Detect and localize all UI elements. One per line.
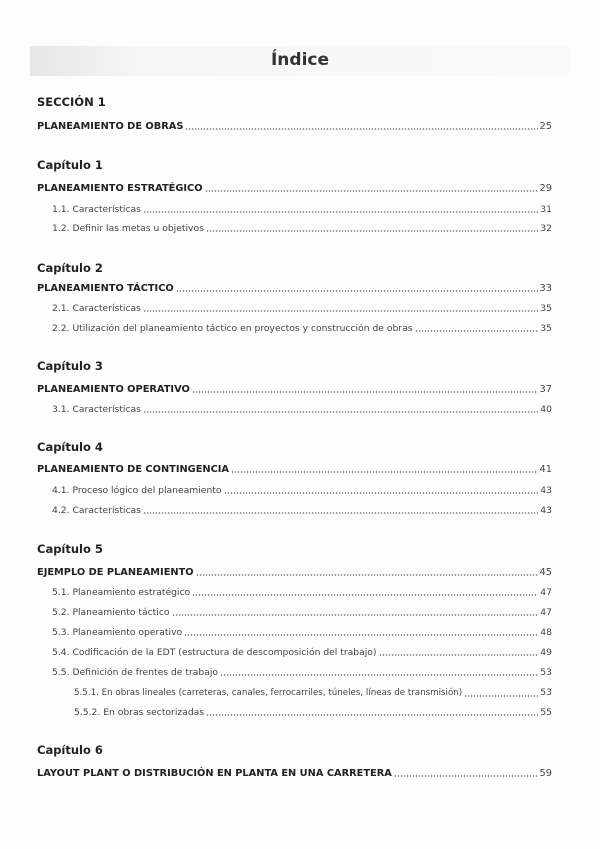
entry-text: 2.1. Características — [52, 303, 141, 314]
page-number: 35 — [540, 303, 552, 314]
entry-text: 4.2. Características — [52, 505, 141, 516]
toc-entry[interactable] — [37, 463, 552, 476]
toc-entry[interactable] — [52, 222, 552, 235]
dot-leader — [192, 594, 538, 596]
entry-text: 5.5.2. En obras sectorizadas — [74, 707, 205, 718]
chapter-heading: Capítulo 6 — [37, 743, 103, 757]
entry-text: 5.5. Definición de frentes de trabajo — [52, 667, 219, 678]
chapter-heading: Capítulo 4 — [37, 440, 103, 454]
dot-leader — [206, 230, 538, 232]
toc-entry[interactable] — [74, 706, 552, 719]
page-number: 33 — [539, 283, 552, 294]
entry-text: PLANEAMIENTO DE CONTINGENCIA — [37, 464, 230, 475]
page-number: 49 — [540, 647, 552, 658]
dot-leader — [394, 775, 538, 777]
toc-entry[interactable] — [37, 383, 552, 396]
dot-leader — [205, 190, 538, 192]
dot-leader — [231, 471, 538, 473]
dot-leader — [192, 391, 538, 393]
entry-text: 5.5.1. En obras lineales (carreteras, canales, ferrocarriles, túneles, líneas de transmisión) — [74, 688, 463, 698]
dot-leader — [172, 614, 539, 616]
toc-entry[interactable] — [52, 322, 552, 335]
entry-text: 5.4. Codificación de la EDT (estructura de descomposición del trabajo) — [52, 647, 377, 658]
page-number: 32 — [540, 223, 552, 234]
entry-text: PLANEAMIENTO TÁCTICO — [37, 283, 174, 294]
toc-entry[interactable] — [37, 120, 552, 133]
toc-entry[interactable] — [52, 302, 552, 315]
dot-leader — [224, 492, 539, 494]
page-number: 43 — [540, 505, 552, 516]
entry-text: 5.2. Planeamiento táctico — [52, 607, 170, 618]
chapter-heading: Capítulo 5 — [37, 542, 103, 556]
entry-text: LAYOUT PLANT O DISTRIBUCIÓN EN PLANTA EN UNA CARRETERA — [37, 768, 392, 779]
toc-entry[interactable] — [37, 182, 552, 195]
page-number: 43 — [540, 485, 552, 496]
page-number: 55 — [540, 707, 552, 718]
page-number: 29 — [539, 183, 552, 194]
toc-entry[interactable] — [52, 586, 552, 599]
section-heading: SECCIÓN 1 — [37, 95, 106, 109]
page-title: Índice — [270, 50, 330, 70]
page-number: 59 — [539, 768, 552, 779]
dot-leader — [184, 634, 538, 636]
toc-entry[interactable] — [37, 566, 552, 579]
toc-entry[interactable] — [52, 606, 552, 619]
page-number: 48 — [540, 627, 552, 638]
toc-entry[interactable] — [52, 504, 552, 517]
chapter-heading: Capítulo 3 — [37, 359, 103, 373]
page-number: 37 — [539, 384, 552, 395]
page-number: 53 — [540, 687, 552, 698]
toc-entry[interactable] — [52, 626, 552, 639]
page-number: 40 — [540, 404, 552, 415]
toc-entry[interactable] — [52, 203, 552, 216]
page-number: 25 — [539, 121, 552, 132]
entry-text: PLANEAMIENTO DE OBRAS — [37, 121, 184, 132]
dot-leader — [196, 574, 538, 576]
toc-entry[interactable] — [52, 666, 552, 679]
entry-text: 2.2. Utilización del planeamiento táctico en proyectos y construcción de obras — [52, 323, 413, 334]
dot-leader — [415, 330, 539, 332]
entry-text: PLANEAMIENTO ESTRATÉGICO — [37, 183, 203, 194]
dot-leader — [464, 695, 538, 697]
page-number: 47 — [540, 607, 552, 618]
dot-leader — [143, 512, 538, 514]
toc-entry[interactable] — [52, 646, 552, 659]
page-number: 53 — [540, 667, 552, 678]
page-number: 35 — [540, 323, 552, 334]
toc-entry[interactable] — [52, 403, 552, 416]
dot-leader — [143, 310, 538, 312]
entry-text: 5.1. Planeamiento estratégico — [52, 587, 191, 598]
entry-text: 1.2. Definir las metas u objetivos — [52, 223, 204, 234]
dot-leader — [143, 411, 538, 413]
dot-leader — [176, 290, 538, 292]
entry-text: 1.1. Características — [52, 204, 141, 215]
dot-leader — [185, 128, 537, 130]
entry-text: 5.3. Planeamiento operativo — [52, 627, 183, 638]
toc-entry[interactable] — [37, 282, 552, 295]
entry-text: 4.1. Proceso lógico del planeamiento — [52, 485, 222, 496]
toc-entry[interactable] — [37, 767, 552, 780]
toc-entry[interactable] — [74, 686, 552, 700]
dot-leader — [143, 211, 538, 213]
entry-text: PLANEAMIENTO OPERATIVO — [37, 384, 190, 395]
dot-leader — [379, 654, 539, 656]
dot-leader — [220, 674, 538, 676]
chapter-heading: Capítulo 1 — [37, 158, 103, 172]
page-number: 31 — [540, 204, 552, 215]
page-number: 47 — [540, 587, 552, 598]
page-number: 41 — [539, 464, 552, 475]
entry-text: 3.1. Características — [52, 404, 141, 415]
dot-leader — [206, 714, 538, 716]
toc-entry[interactable] — [52, 484, 552, 497]
entry-text: EJEMPLO DE PLANEAMIENTO — [37, 567, 194, 578]
chapter-heading: Capítulo 2 — [37, 261, 103, 275]
page-number: 45 — [539, 567, 552, 578]
